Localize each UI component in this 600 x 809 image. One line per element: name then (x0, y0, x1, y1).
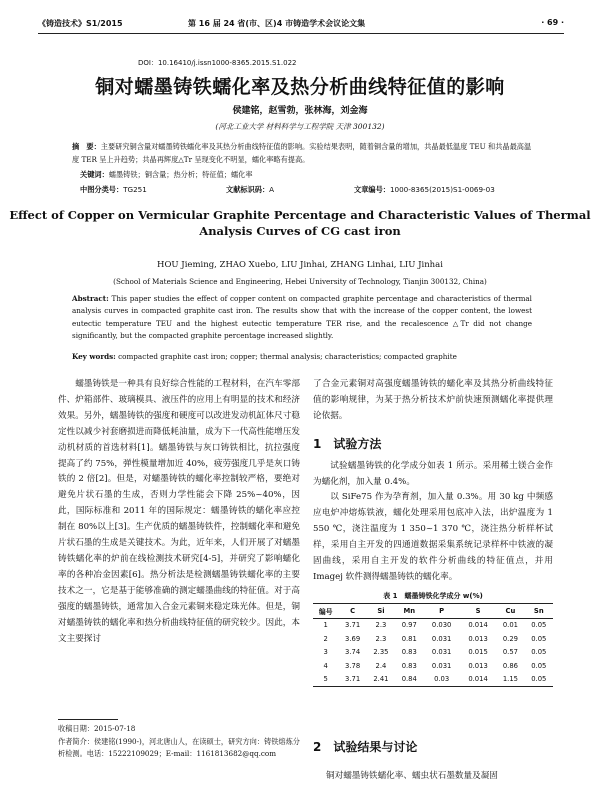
table-cell: 3.71 (345, 621, 361, 630)
body-left-column (58, 377, 300, 647)
table-cell: 0.97 (401, 621, 417, 630)
method-paragraph-2: 以 SiFe75 作为孕育剂，加入量 0.3%。用 30 kg 中频感应电炉冲熔炼铁液，蠕化处理采用包底冲入法，出炉温度为 1 550 ℃，浇注温度为 1 350~1 370 ℃，浇注热分析样杯试样，采用自主开发的四通道数据采集系统记录样杯中铁液的凝固曲线，采用自主开发的软件分析曲线的特征值点，并用 Imagej 软件测得蠕墨铸铁的蠕化率。 (313, 492, 553, 582)
table-row (313, 618, 553, 632)
table-cell: 0.05 (531, 621, 547, 630)
table-cell: 0.015 (468, 648, 488, 657)
article-label: 文章编号： (354, 185, 390, 194)
keywords-chinese-label: 关键词： (80, 170, 109, 179)
clc-label: 中图分类号： (80, 185, 124, 194)
clc-value: TG251 (123, 185, 147, 194)
table-cell: 0.031 (431, 661, 452, 670)
method-paragraph-1: 试验蠕墨铸铁的化学成分如表 1 所示。采用稀土镁合金作为蠕化剂，加入量 0.4%。 (313, 460, 553, 487)
conference-name: 第 16 届 24 省(市、区)4 市铸造学术会议论文集 (188, 19, 366, 28)
intro-continued: 了合金元素铜对高强度蠕墨铸铁的蠕化率及其热分析曲线特征值的影响规律，为某于热分析技术炉前快速预测蠕化率提供理论依据。 (313, 379, 553, 421)
table-cell: 4 (323, 661, 328, 670)
table-cell: 1.15 (502, 675, 518, 684)
table-header-cell: S (475, 606, 481, 615)
table-header-cell: Sn (533, 606, 544, 615)
author-bio: 作者简介：侯建铭(1990-)，河北唐山人，在读硕士，研究方向：铸铁熔炼分析检测。电话：15222109029；E-mail：1161813682@qq.com (58, 736, 300, 759)
table-cell: 0.86 (502, 661, 518, 670)
table-cell: 0.014 (468, 621, 488, 630)
intro-paragraph: 蠕墨铸铁是一种具有良好综合性能的工程材料，在汽车零部件、炉箱部件、玻璃模具、液压件的应用上有明显的技术和经济效果。另外，蠕墨铸铁的强度和硬度可以改进发动机缸体尺寸稳定性以减少衬套磨损进而降低耗油量，成为下一代高性能增压发动机材质的首选材料[1]。蠕墨铸铁与灰口铸铁相比，抗拉强度提高了约 75%，弹性模量增加近 40%，疲劳强度几乎是灰口铸铁的 2 倍[2]。但是，对蠕墨铸铁的蠕化率控制较严格，要绝对避免片状石墨的生成，否则力学性能会下降 25%~40%，因此，国际标准和 2011 年的国际规定：蠕墨铸铁的蠕化率应控制在 80%以上[3]。生产优质的蠕墨铸铁件，控制蠕化率和避免片状石墨的生成是关键技术。为此，近年来，人们开展了对蠕墨铸铁蠕化率的炉前在线检测技术研究[4-5]，并研究了影响蠕化率的各种冶金因素[6]。热分析法是检测蠕墨铸铁蠕化率的主要技术之一，它是基于能够准确的测定蠕墨曲线的特征值。对于高强度的蠕墨铸铁，通常加入合金元素铜来稳定珠光体。但是，铜对蠕墨铸铁的蠕化率和热分析曲线特征值的研究较少。因此，本文主要探讨 (58, 379, 300, 644)
affiliation-english: (School of Materials Science and Engineering, Hebei University of Technology, Tianjin 300132, China) (113, 277, 487, 286)
doc-code (226, 185, 274, 195)
table-cell: 0.030 (431, 621, 452, 630)
table-cell: 2.4 (375, 661, 387, 670)
table-cell: 0.05 (531, 648, 547, 657)
table-cell: 3.71 (345, 675, 361, 684)
affiliation-chinese: (河北工业大学 材料科学与工程学院 天津 300132) (215, 122, 385, 131)
body-right-column (313, 377, 553, 586)
doc-label: 文献标识码： (226, 185, 270, 194)
table-1 (313, 603, 553, 687)
table-cell: 0.01 (502, 621, 518, 630)
section-1-heading: 1 试验方法 (313, 436, 382, 451)
running-header (38, 18, 564, 30)
title-chinese: 铜对蠕墨铸铁蠕化率及热分析曲线特征值的影响 (95, 76, 505, 98)
article-number (354, 185, 495, 195)
table-header-cell: P (439, 606, 445, 615)
table-cell: 0.83 (401, 648, 417, 657)
keywords-chinese-text: 蠕墨铸铁；铜含量；热分析；特征值；蠕化率 (108, 170, 253, 179)
abstract-english (72, 293, 532, 342)
table-header-cell: Cu (505, 606, 516, 615)
table-header-cell: Mn (403, 606, 416, 615)
table-cell: 0.03 (434, 675, 450, 684)
table-cell: 2.35 (373, 648, 389, 657)
table-cell: 2.3 (375, 634, 387, 643)
table-row (313, 646, 553, 660)
abstract-english-text: This paper studies the effect of copper content on compacted graphite percentage and characteristics of thermal analysis curves in compacted graphite cast iron. The results show that with the increase of the copper content, the lowest eutectic temperature TEU and the highest eutectic temperature TER rise, and the recalescence △Tr did not change significantly, but the compacted graphite percentage increased slightly. (72, 294, 532, 340)
doi: DOI：10.16410/j.issn1000-8365.2015.S1.022 (138, 59, 297, 67)
authors-chinese: 侯建铭，赵雪勃，张林海，刘金海 (232, 106, 368, 116)
table-cell: 0.83 (401, 661, 417, 670)
table-header-cell: C (350, 606, 356, 615)
abstract-chinese-text: 主要研究铜含量对蠕墨铸铁蠕化率及其热分析曲线特征值的影响。实验结果表明，随着铜含量的增加，共晶最低温度 TEU 和共晶最高温度 TER 呈上升趋势；共晶再辉度△Tr 呈现变化不明显，蠕化率略有提高。 (72, 142, 532, 164)
table-cell: 5 (323, 675, 328, 684)
table-1-caption: 表 1 蠕墨铸铁化学成分 w(%) (383, 592, 483, 600)
table-cell: 0.29 (502, 634, 518, 643)
table-cell: 1 (323, 621, 328, 630)
abstract-english-label: Abstract: (72, 294, 109, 303)
abstract-chinese (72, 140, 536, 166)
footnote-rule (58, 719, 118, 720)
table-cell: 3 (323, 648, 328, 657)
table-cell: 0.031 (431, 634, 452, 643)
table-cell: 0.05 (531, 661, 547, 670)
table-cell: 2 (323, 634, 328, 643)
keywords-english (72, 352, 542, 361)
journal-name: 《铸造技术》S1/2015 (38, 19, 123, 28)
footnote (58, 723, 300, 761)
results-paragraph: 铜对蠕墨铸铁蠕化率、蠕虫状石墨数量及凝固 (326, 771, 498, 781)
keywords-english-text: compacted graphite cast iron; copper; thermal analysis; characteristics; compacted graphite (118, 352, 457, 361)
received-date: 收稿日期：2015-07-18 (58, 724, 136, 733)
table-cell: 0.013 (468, 634, 488, 643)
article-value: 1000-8365(2015)S1-0069-03 (389, 185, 495, 194)
table-row (313, 673, 553, 687)
table-cell: 0.05 (531, 675, 547, 684)
table-cell: 0.57 (502, 648, 518, 657)
table-cell: 3.69 (345, 634, 361, 643)
clc-number (80, 185, 147, 195)
title-english: Effect of Copper on Vermicular Graphite Percentage and Characteristic Values of Thermal Analysis Curves of CG cast iron (9, 208, 591, 238)
table-cell: 2.3 (375, 621, 387, 630)
header-rule (38, 33, 564, 34)
table-cell: 0.05 (531, 634, 547, 643)
table-header-row (313, 604, 553, 619)
abstract-chinese-label: 摘 要： (72, 142, 101, 151)
table-cell: 0.031 (431, 648, 452, 657)
table-cell: 0.014 (468, 675, 488, 684)
page-number: · 69 · (541, 18, 564, 27)
table-cell: 0.81 (401, 634, 417, 643)
table-cell: 2.41 (373, 675, 389, 684)
keywords-english-label: Key words: (72, 352, 116, 361)
keywords-chinese (80, 170, 253, 180)
section-2-heading: 2 试验结果与讨论 (313, 740, 418, 754)
table-header-cell: 编号 (318, 607, 333, 616)
table-cell: 3.74 (345, 648, 361, 657)
table-cell: 0.84 (401, 675, 417, 684)
doc-value: A (269, 185, 275, 194)
table-cell: 3.78 (345, 661, 361, 670)
authors-english: HOU Jieming, ZHAO Xuebo, LIU Jinhai, ZHANG Linhai, LIU Jinhai (157, 260, 443, 270)
table-cell: 0.013 (468, 661, 488, 670)
table-row (313, 659, 553, 673)
table-header-cell: Si (377, 606, 385, 615)
table-row (313, 632, 553, 646)
